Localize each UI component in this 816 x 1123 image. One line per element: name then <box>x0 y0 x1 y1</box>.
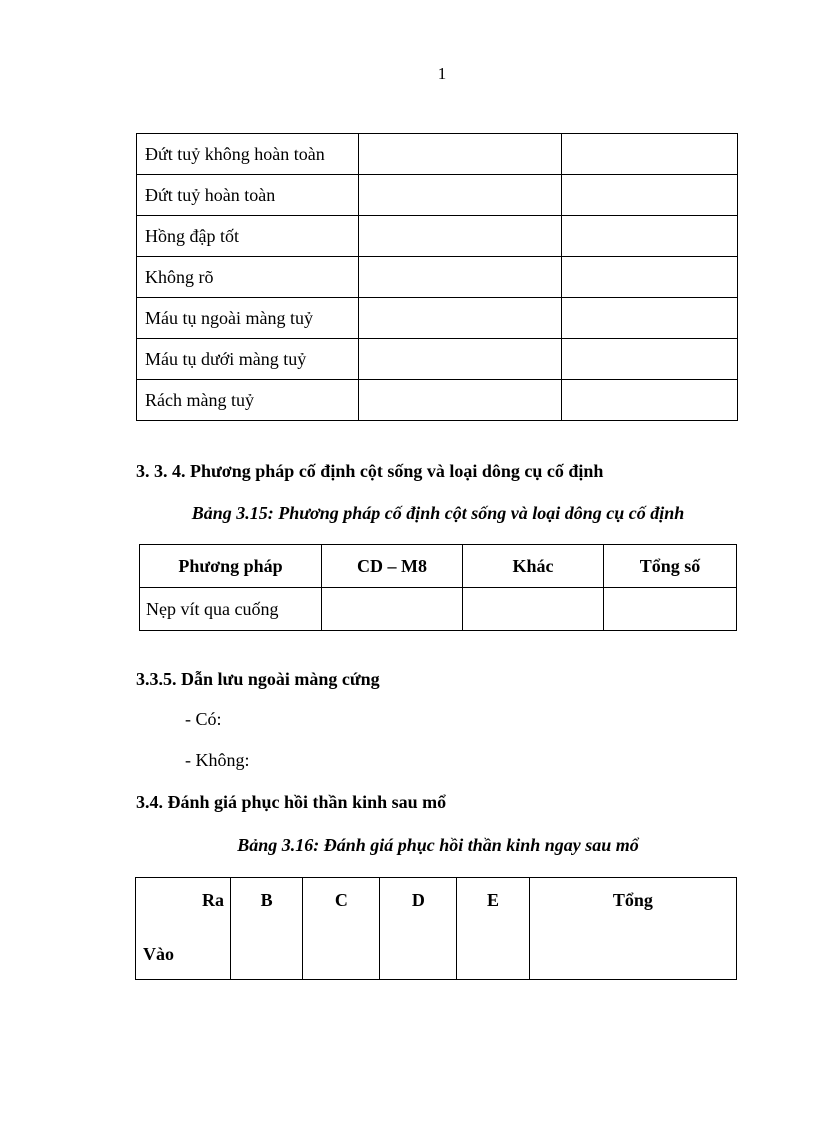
row-label: Đứt tuỷ hoàn toàn <box>137 175 359 216</box>
row-label: Rách màng tuỷ <box>137 380 359 421</box>
table-cell <box>463 588 604 631</box>
table-row <box>137 175 738 216</box>
table-cell <box>359 175 562 216</box>
table-header-row <box>136 878 737 980</box>
table-row <box>137 380 738 421</box>
table-cell <box>322 588 463 631</box>
row-label: Không rõ <box>137 257 359 298</box>
row-label: Máu tụ dưới màng tuỷ <box>137 339 359 380</box>
table-cell <box>562 339 738 380</box>
column-header: CD – M8 <box>322 545 463 588</box>
column-header: D <box>380 878 457 980</box>
table-row <box>137 134 738 175</box>
table-header-row <box>140 545 737 588</box>
table-cell <box>359 339 562 380</box>
section-heading-3-3-5: 3.3.5. Dẫn lưu ngoài màng cứng <box>136 669 380 689</box>
table-row <box>137 298 738 339</box>
column-header: C <box>303 878 380 980</box>
column-header: Tổng <box>529 878 736 980</box>
table-cell <box>359 380 562 421</box>
table-cell <box>562 175 738 216</box>
row-label: Nẹp vít qua cuống <box>140 588 322 631</box>
table-caption-3-15: Bảng 3.15: Phương pháp cố định cột sống và loại dông cụ cố định <box>191 503 685 523</box>
fixation-method-table <box>139 544 737 631</box>
column-header: E <box>457 878 529 980</box>
table-cell <box>359 216 562 257</box>
table-cell <box>562 216 738 257</box>
corner-label-vao: Vào <box>143 944 174 964</box>
injury-findings-table <box>136 133 738 421</box>
row-label: Đứt tuỷ không hoàn toàn <box>137 134 359 175</box>
table-caption-3-16: Bảng 3.16: Đánh giá phục hồi thần kinh ngay sau mổ <box>237 835 639 855</box>
table-row <box>137 339 738 380</box>
row-label: Hồng đập tốt <box>137 216 359 257</box>
column-header: Phương pháp <box>140 545 322 588</box>
corner-header <box>136 878 231 980</box>
list-item: - Có: <box>185 709 222 729</box>
table-cell <box>359 257 562 298</box>
table-cell <box>604 588 737 631</box>
neuro-recovery-table <box>135 877 737 980</box>
column-header: Khác <box>463 545 604 588</box>
list-item: - Không: <box>185 750 250 770</box>
table-row <box>137 216 738 257</box>
table-cell <box>562 298 738 339</box>
table-cell <box>359 134 562 175</box>
column-header: Tổng số <box>604 545 737 588</box>
table-row <box>140 588 737 631</box>
column-header: B <box>231 878 303 980</box>
table-cell <box>359 298 562 339</box>
corner-label-ra: Ra <box>202 890 224 910</box>
section-heading-3-4: 3.4. Đánh giá phục hồi thần kinh sau mổ <box>136 792 447 812</box>
page-number: 1 <box>437 64 447 83</box>
table-row <box>137 257 738 298</box>
table-cell <box>562 134 738 175</box>
row-label: Máu tụ ngoài màng tuỷ <box>137 298 359 339</box>
table-cell <box>562 380 738 421</box>
section-heading-3-3-4: 3. 3. 4. Phương pháp cố định cột sống và loại dông cụ cố định <box>136 461 604 481</box>
table-cell <box>562 257 738 298</box>
